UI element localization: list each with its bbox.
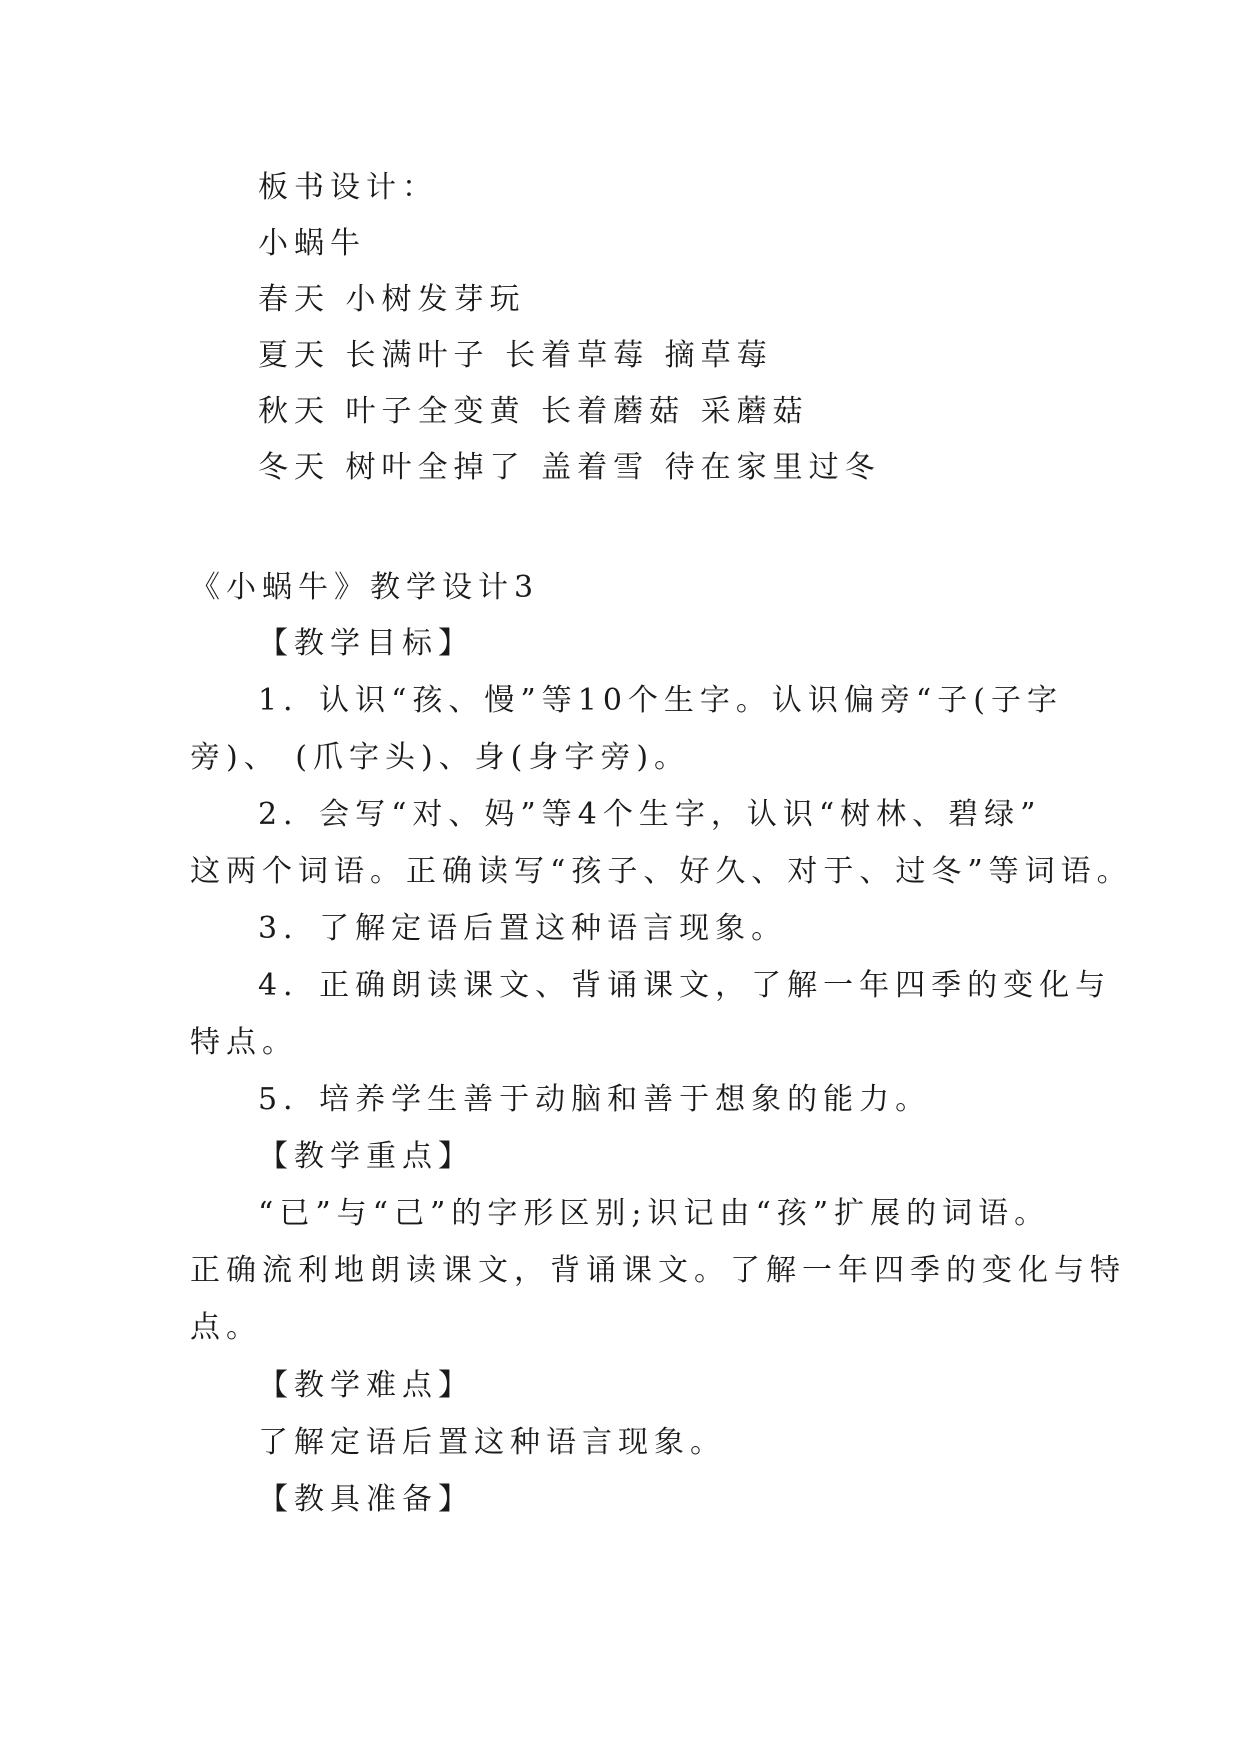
goal-2-line-2: 这两个词语。正确读写“孩子、好久、对于、过冬”等词语。 — [190, 854, 1133, 889]
difficulty-text: 了解定语后置这种语言现象。 — [258, 1425, 726, 1460]
board-row-summer: 夏天 长满叶子 长着草莓 摘草莓 — [258, 338, 773, 373]
key-points-line-1: “已”与“己”的字形区别;识记由“孩”扩展的词语。 — [258, 1196, 1051, 1231]
goal-4-line-2: 特点。 — [190, 1025, 298, 1060]
board-title: 小蜗牛 — [258, 226, 366, 261]
key-points-heading: 【教学重点】 — [258, 1139, 474, 1174]
board-row-autumn: 秋天 叶子全变黄 长着蘑菇 采蘑菇 — [258, 394, 809, 429]
goal-1-line-1: 1．认识“孩、慢”等10个生字。认识偏旁“子(子字 — [258, 683, 1063, 718]
section-title: 《小蜗牛》教学设计3 — [190, 570, 540, 605]
difficulty-heading: 【教学难点】 — [258, 1368, 474, 1403]
key-points-line-2: 正确流利地朗读课文，背诵课文。了解一年四季的变化与特 — [190, 1253, 1126, 1288]
goal-3: 3．了解定语后置这种语言现象。 — [258, 911, 788, 946]
key-points-line-3: 点。 — [190, 1310, 262, 1345]
goal-2-line-1: 2．会写“对、妈”等4个生字，认识“树林、碧绿” — [258, 797, 1042, 832]
board-row-winter: 冬天 树叶全掉了 盖着雪 待在家里过冬 — [258, 450, 881, 485]
goal-1-line-2: 旁)、 (爪字头)、身(身字旁)。 — [190, 740, 691, 775]
goal-4-line-1: 4．正确朗读课文、背诵课文，了解一年四季的变化与 — [258, 968, 1112, 1003]
goals-heading: 【教学目标】 — [258, 626, 474, 661]
goal-5: 5．培养学生善于动脑和善于想象的能力。 — [258, 1082, 932, 1117]
tools-heading: 【教具准备】 — [258, 1482, 474, 1517]
board-row-spring: 春天 小树发芽玩 — [258, 282, 526, 317]
board-design-heading: 板书设计： — [258, 170, 438, 205]
